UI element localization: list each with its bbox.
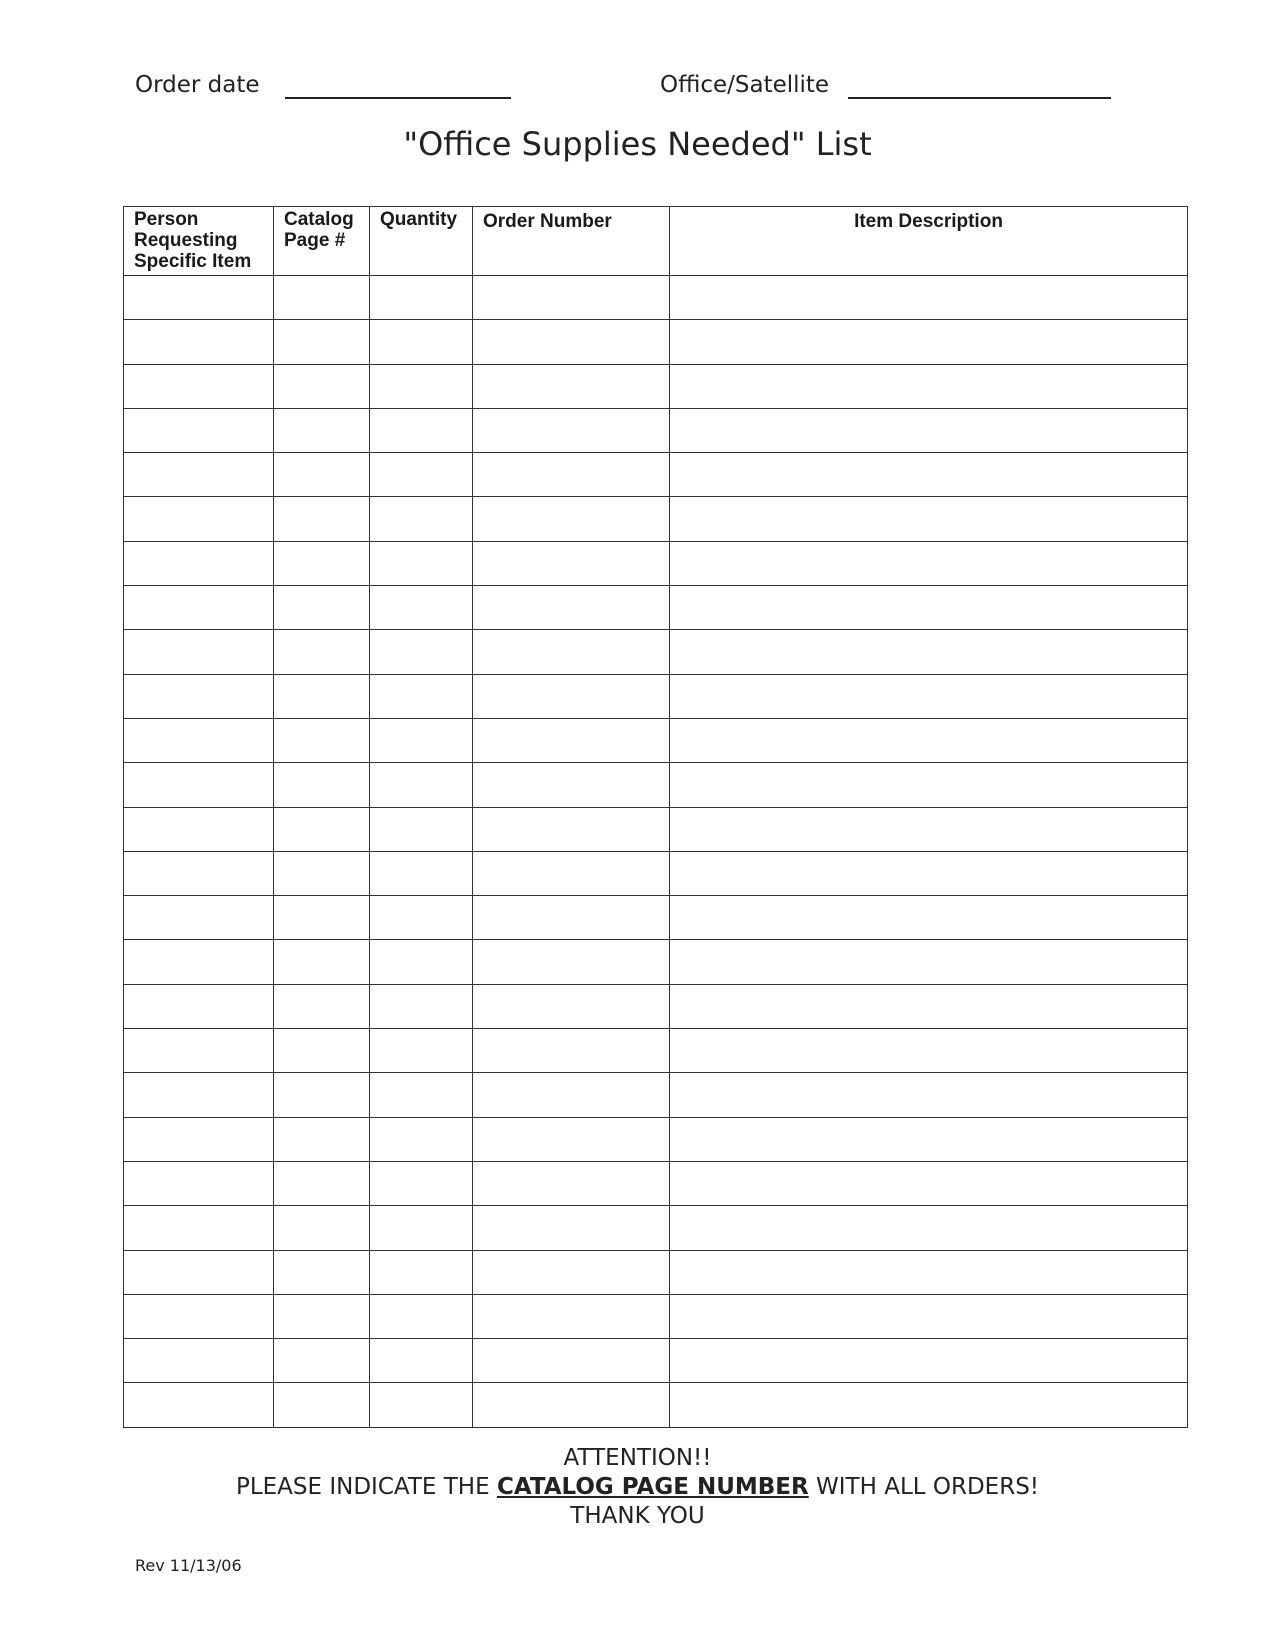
order-number-cell[interactable] <box>473 674 670 718</box>
person-cell[interactable] <box>124 896 274 940</box>
table-row <box>124 896 1188 940</box>
page-title: "Office Supplies Needed" List <box>403 125 872 163</box>
order-number-cell[interactable] <box>473 541 670 585</box>
person-cell[interactable] <box>124 1339 274 1383</box>
order-date-field[interactable] <box>285 97 511 99</box>
attention-notice <box>0 1444 1275 1531</box>
table-row <box>124 1294 1188 1338</box>
table-row <box>124 586 1188 630</box>
order-number-cell[interactable] <box>473 763 670 807</box>
item-description-cell[interactable] <box>670 807 1188 851</box>
catalog-page-cell[interactable] <box>274 674 370 718</box>
quantity-cell[interactable] <box>370 940 473 984</box>
quantity-cell[interactable] <box>370 984 473 1028</box>
table-row <box>124 1073 1188 1117</box>
catalog-page-cell[interactable] <box>274 1117 370 1161</box>
item-description-cell[interactable] <box>670 763 1188 807</box>
table-row <box>124 1206 1188 1250</box>
person-cell[interactable] <box>124 940 274 984</box>
catalog-page-cell[interactable] <box>274 1073 370 1117</box>
item-description-cell[interactable] <box>670 674 1188 718</box>
column-header-catalog-page: Catalog Page # <box>274 207 370 276</box>
quantity-cell[interactable] <box>370 320 473 364</box>
item-description-cell[interactable] <box>670 497 1188 541</box>
table-row <box>124 630 1188 674</box>
quantity-cell[interactable] <box>370 807 473 851</box>
person-cell[interactable] <box>124 1117 274 1161</box>
person-cell[interactable] <box>124 364 274 408</box>
person-cell[interactable] <box>124 453 274 497</box>
order-number-cell[interactable] <box>473 276 670 320</box>
quantity-cell[interactable] <box>370 851 473 895</box>
order-number-cell[interactable] <box>473 851 670 895</box>
catalog-page-cell[interactable] <box>274 851 370 895</box>
item-description-cell[interactable] <box>670 1294 1188 1338</box>
item-description-cell[interactable] <box>670 940 1188 984</box>
item-description-cell[interactable] <box>670 1161 1188 1205</box>
item-description-cell[interactable] <box>670 276 1188 320</box>
quantity-cell[interactable] <box>370 763 473 807</box>
quantity-cell[interactable] <box>370 1206 473 1250</box>
quantity-cell[interactable] <box>370 718 473 762</box>
catalog-page-cell[interactable] <box>274 984 370 1028</box>
table-row <box>124 408 1188 452</box>
table-row <box>124 807 1188 851</box>
person-cell[interactable] <box>124 1029 274 1073</box>
item-description-cell[interactable] <box>670 1383 1188 1427</box>
table-header-row <box>124 207 1188 276</box>
quantity-cell[interactable] <box>370 364 473 408</box>
order-number-cell[interactable] <box>473 586 670 630</box>
quantity-cell[interactable] <box>370 586 473 630</box>
catalog-page-cell[interactable] <box>274 1206 370 1250</box>
revision-note: Rev 11/13/06 <box>135 1556 242 1575</box>
table-row <box>124 276 1188 320</box>
person-cell[interactable] <box>124 408 274 452</box>
person-cell[interactable] <box>124 1250 274 1294</box>
quantity-cell[interactable] <box>370 1250 473 1294</box>
item-description-cell[interactable] <box>670 453 1188 497</box>
quantity-cell[interactable] <box>370 408 473 452</box>
table-row <box>124 851 1188 895</box>
order-number-cell[interactable] <box>473 1029 670 1073</box>
item-description-cell[interactable] <box>670 586 1188 630</box>
item-description-cell[interactable] <box>670 1250 1188 1294</box>
order-number-cell[interactable] <box>473 1250 670 1294</box>
catalog-page-cell[interactable] <box>274 630 370 674</box>
person-cell[interactable] <box>124 1161 274 1205</box>
catalog-page-cell[interactable] <box>274 807 370 851</box>
order-number-cell[interactable] <box>473 896 670 940</box>
person-cell[interactable] <box>124 718 274 762</box>
catalog-page-cell[interactable] <box>274 940 370 984</box>
catalog-page-cell[interactable] <box>274 586 370 630</box>
table-row <box>124 1383 1188 1427</box>
order-number-cell[interactable] <box>473 320 670 364</box>
quantity-cell[interactable] <box>370 1161 473 1205</box>
table-row <box>124 364 1188 408</box>
table-row <box>124 718 1188 762</box>
catalog-page-cell[interactable] <box>274 763 370 807</box>
quantity-cell[interactable] <box>370 276 473 320</box>
order-number-cell[interactable] <box>473 807 670 851</box>
catalog-page-cell[interactable] <box>274 364 370 408</box>
catalog-page-cell[interactable] <box>274 1383 370 1427</box>
person-cell[interactable] <box>124 541 274 585</box>
quantity-cell[interactable] <box>370 1294 473 1338</box>
person-cell[interactable] <box>124 1383 274 1427</box>
quantity-cell[interactable] <box>370 630 473 674</box>
item-description-cell[interactable] <box>670 1117 1188 1161</box>
catalog-page-cell[interactable] <box>274 320 370 364</box>
order-number-cell[interactable] <box>473 364 670 408</box>
catalog-page-cell[interactable] <box>274 453 370 497</box>
order-number-cell[interactable] <box>473 630 670 674</box>
quantity-cell[interactable] <box>370 1339 473 1383</box>
item-description-cell[interactable] <box>670 364 1188 408</box>
order-date-label: Order date <box>135 72 260 98</box>
catalog-page-cell[interactable] <box>274 408 370 452</box>
person-cell[interactable] <box>124 674 274 718</box>
table-row <box>124 674 1188 718</box>
attention-instruction: PLEASE INDICATE THE CATALOG PAGE NUMBER WITH ALL ORDERS! <box>235 1474 1040 1500</box>
person-cell[interactable] <box>124 630 274 674</box>
table-row <box>124 320 1188 364</box>
person-cell[interactable] <box>124 1206 274 1250</box>
person-cell[interactable] <box>124 320 274 364</box>
order-number-cell[interactable] <box>473 408 670 452</box>
supplies-table <box>123 206 1188 1428</box>
order-number-cell[interactable] <box>473 453 670 497</box>
order-number-cell[interactable] <box>473 497 670 541</box>
table-row <box>124 1161 1188 1205</box>
order-number-cell[interactable] <box>473 718 670 762</box>
item-description-cell[interactable] <box>670 1073 1188 1117</box>
quantity-cell[interactable] <box>370 497 473 541</box>
order-number-cell[interactable] <box>473 940 670 984</box>
table-row <box>124 940 1188 984</box>
quantity-cell[interactable] <box>370 1073 473 1117</box>
quantity-cell[interactable] <box>370 1117 473 1161</box>
catalog-page-cell[interactable] <box>274 541 370 585</box>
table-row <box>124 541 1188 585</box>
person-cell[interactable] <box>124 807 274 851</box>
item-description-cell[interactable] <box>670 320 1188 364</box>
quantity-cell[interactable] <box>370 1029 473 1073</box>
catalog-page-cell[interactable] <box>274 1161 370 1205</box>
person-cell[interactable] <box>124 851 274 895</box>
thank-you-text: THANK YOU <box>570 1503 705 1529</box>
quantity-cell[interactable] <box>370 896 473 940</box>
quantity-cell[interactable] <box>370 541 473 585</box>
person-cell[interactable] <box>124 1073 274 1117</box>
order-number-cell[interactable] <box>473 1161 670 1205</box>
office-satellite-field[interactable] <box>848 97 1111 99</box>
item-description-cell[interactable] <box>670 408 1188 452</box>
order-number-cell[interactable] <box>473 984 670 1028</box>
column-header-order-number: Order Number <box>473 207 670 276</box>
item-description-cell[interactable] <box>670 718 1188 762</box>
table-row <box>124 1339 1188 1383</box>
order-number-cell[interactable] <box>473 1206 670 1250</box>
item-description-cell[interactable] <box>670 984 1188 1028</box>
person-cell[interactable] <box>124 984 274 1028</box>
catalog-page-cell[interactable] <box>274 896 370 940</box>
item-description-cell[interactable] <box>670 1339 1188 1383</box>
quantity-cell[interactable] <box>370 453 473 497</box>
table-row <box>124 1117 1188 1161</box>
column-header-person: Person Requesting Specific Item <box>124 207 274 276</box>
table-body <box>124 276 1188 1428</box>
order-number-cell[interactable] <box>473 1339 670 1383</box>
quantity-cell[interactable] <box>370 1383 473 1427</box>
item-description-cell[interactable] <box>670 896 1188 940</box>
catalog-page-cell[interactable] <box>274 1294 370 1338</box>
item-description-cell[interactable] <box>670 851 1188 895</box>
column-header-item-description: Item Description <box>670 207 1188 276</box>
catalog-page-cell[interactable] <box>274 276 370 320</box>
table-row <box>124 1029 1188 1073</box>
person-cell[interactable] <box>124 586 274 630</box>
item-description-cell[interactable] <box>670 541 1188 585</box>
item-description-cell[interactable] <box>670 1206 1188 1250</box>
catalog-page-cell[interactable] <box>274 1029 370 1073</box>
office-satellite-label: Office/Satellite <box>660 72 830 98</box>
order-number-cell[interactable] <box>473 1294 670 1338</box>
item-description-cell[interactable] <box>670 1029 1188 1073</box>
person-cell[interactable] <box>124 763 274 807</box>
item-description-cell[interactable] <box>670 630 1188 674</box>
person-cell[interactable] <box>124 497 274 541</box>
table-row <box>124 497 1188 541</box>
catalog-page-cell[interactable] <box>274 497 370 541</box>
catalog-page-cell[interactable] <box>274 1250 370 1294</box>
column-header-quantity: Quantity <box>370 207 473 276</box>
quantity-cell[interactable] <box>370 674 473 718</box>
catalog-page-cell[interactable] <box>274 718 370 762</box>
order-number-cell[interactable] <box>473 1073 670 1117</box>
person-cell[interactable] <box>124 276 274 320</box>
attention-heading: ATTENTION!! <box>563 1445 712 1471</box>
table-row <box>124 1250 1188 1294</box>
order-number-cell[interactable] <box>473 1383 670 1427</box>
person-cell[interactable] <box>124 1294 274 1338</box>
table-row <box>124 984 1188 1028</box>
order-number-cell[interactable] <box>473 1117 670 1161</box>
table-row <box>124 763 1188 807</box>
catalog-page-number-emphasis: CATALOG PAGE NUMBER <box>496 1474 809 1500</box>
catalog-page-cell[interactable] <box>274 1339 370 1383</box>
table-row <box>124 453 1188 497</box>
